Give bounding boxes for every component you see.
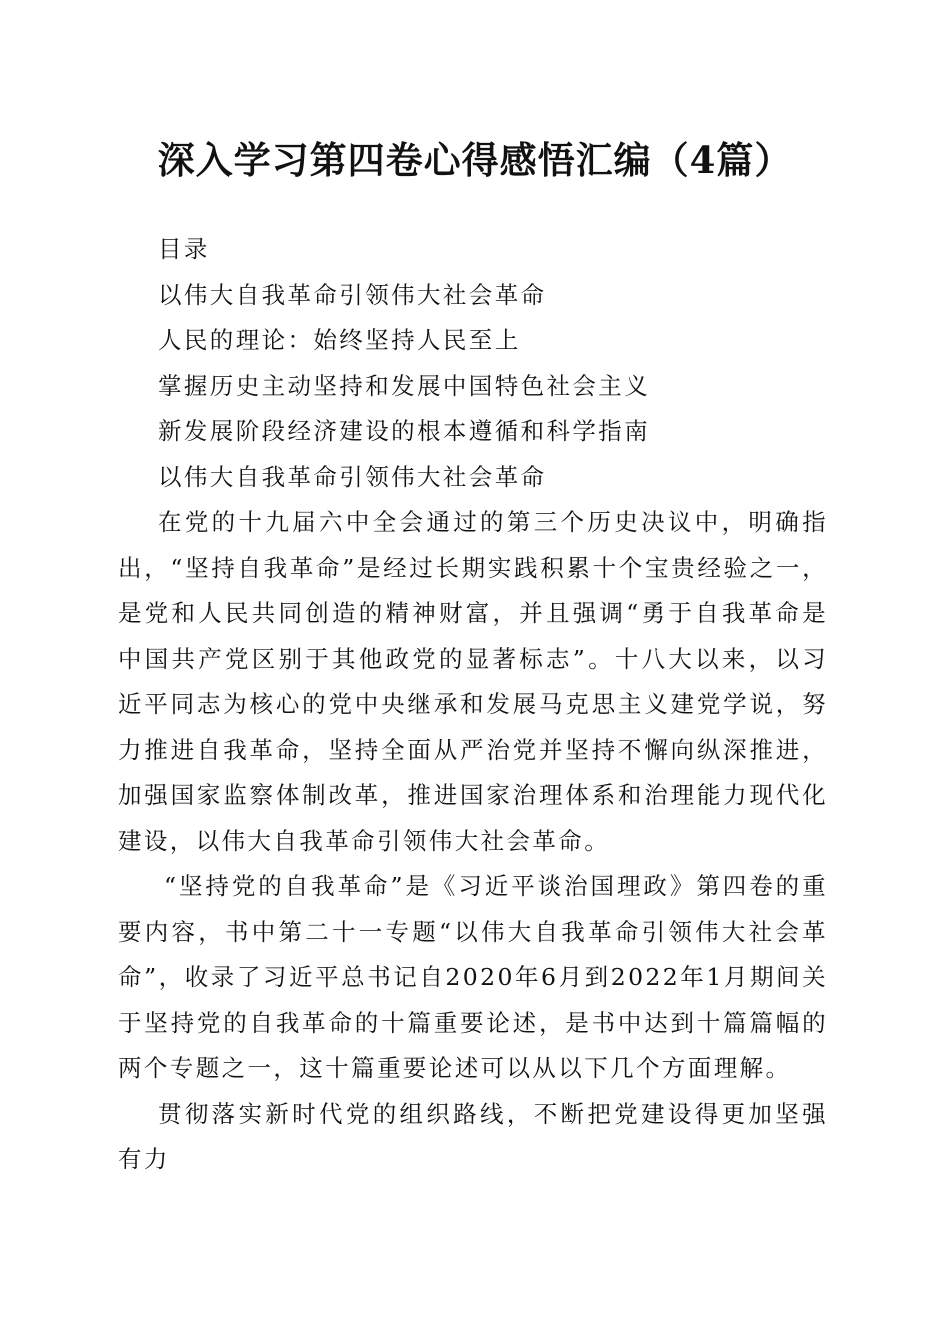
toc-item: 人民的理论：始终坚持人民至上 [158,326,521,354]
toc-item: 以伟大自我革命引领伟大社会革命 [158,280,547,309]
toc-item: 新发展阶段经济建设的根本遵循和科学指南 [158,417,651,445]
document-body [118,227,828,1183]
subsection-heading: 贯彻落实新时代党的组织路线，不断把党建设得更加坚强有力 [118,1099,828,1173]
toc-heading: 目录 [158,235,210,263]
body-paragraph: “坚持党的自我革命”是《习近平谈治国理政》第四卷的重要内容，书中第二十一专题“以伟大自我革命引领伟大社会革命”，收录了习近平总书记自2020年6月到2022年1月期间关于坚持党的自我革命的十篇重要论述，是书中达到十篇篇幅的两个专题之一，这十篇重要论述可以从以下几个方面理解。 [118,872,828,1082]
body-paragraph: 在党的十九届六中全会通过的第三个历史决议中，明确指出，“坚持自我革命”是经过长期实践积累十个宝贵经验之一，是党和人民共同创造的精神财富，并且强调“勇于自我革命是中国共产党区别于其他政党的显著标志”。十八大以来，以习近平同志为核心的党中央继承和发展马克思主义建党学说，努力推进自我革命，坚持全面从严治党并坚持不懈向纵深推进，加强国家监察体制改革，推进国家治理体系和治理能力现代化建设，以伟大自我革命引领伟大社会革命。 [118,508,828,855]
toc-item: 掌握历史主动坚持和发展中国特色社会主义 [158,371,651,400]
document-title: 深入学习第四卷心得感悟汇编（4篇） [157,138,793,182]
section-title: 以伟大自我革命引领伟大社会革命 [158,462,547,491]
